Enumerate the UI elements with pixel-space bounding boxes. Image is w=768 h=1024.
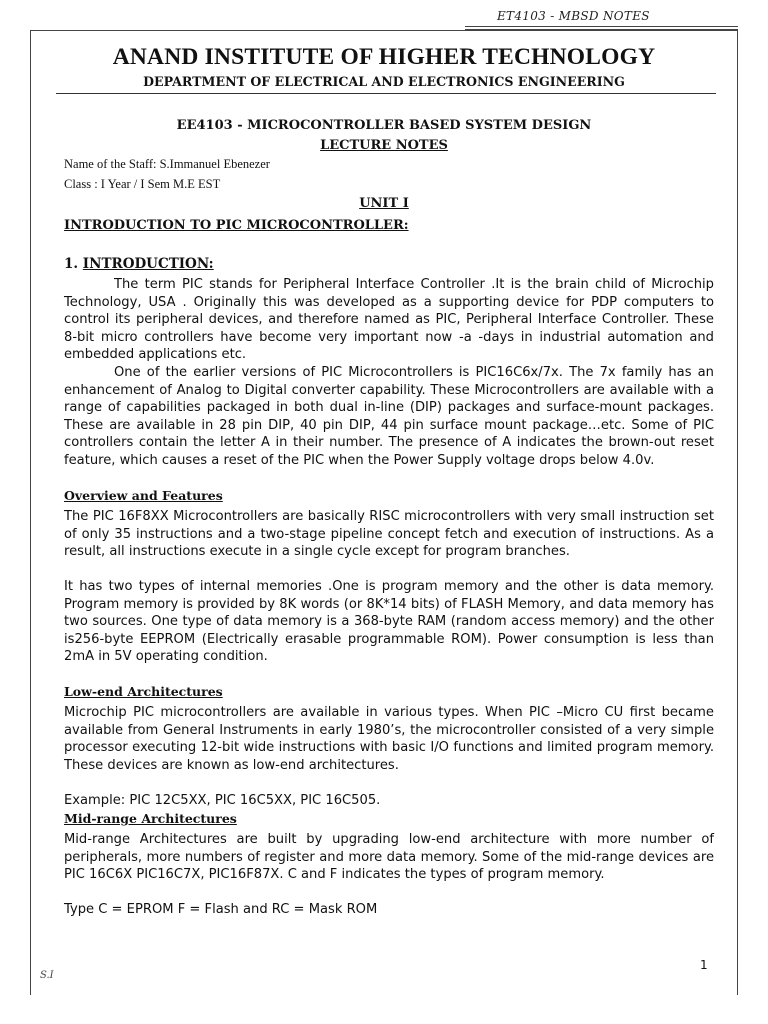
- notes-label: LECTURE NOTES: [320, 138, 448, 153]
- title-divider: [56, 93, 716, 94]
- header-rule: [465, 26, 738, 27]
- overview-paragraph-2: It has two types of internal memories .One is program memory and the other is data memory. Program memory is provided by 8K words (or 8K*14 bits) of FLASH Memory, and data memory has two sources. One type of data memory is a 368-byte RAM (random access memory) and the other is256-byte EEPROM (Electrically erasable programmable ROM). Power consumption is less than 2mA in 5V operating condition.: [64, 579, 714, 664]
- intro-paragraph-1: The term PIC stands for Peripheral Interface Controller .It is the brain child of Microchip Technology, USA . Originally this was developed as a supporting device for PDP computers to control its peripheral devices, and therefore named as PIC, Peripheral Interface Controller. These 8-bit micro controllers have become very important now -a -days in industrial automation and embedded applications etc.: [64, 277, 714, 362]
- low-end-example: Example: PIC 12C5XX, PIC 16C5XX, PIC 16C505.: [64, 793, 381, 808]
- course-title: EE4103 - MICROCONTROLLER BASED SYSTEM DESIGN: [176, 118, 592, 133]
- staff-name: Name of the Staff: S.Immanuel Ebenezer: [64, 157, 270, 171]
- department-name: DEPARTMENT OF ELECTRICAL AND ELECTRONICS ENGINEERING: [143, 74, 625, 89]
- mid-range-heading: Mid-range Architectures: [64, 811, 237, 826]
- unit-title: UNIT I: [359, 196, 409, 211]
- class-info: Class : I Year / I Sem M.E EST: [64, 177, 221, 191]
- footer-initials: S.I: [40, 970, 54, 981]
- section-title: INTRODUCTION:: [82, 256, 214, 272]
- mid-range-paragraph: Mid-range Architectures are built by upgrading low-end architecture with more number of peripherals, more numbers of register and more data memory. Some of the mid-range devices are PIC 16C6X PIC16C7X, PIC16F87X. C and F indicates the types of program memory.: [64, 832, 714, 882]
- overview-paragraph-1: The PIC 16F8XX Microcontrollers are basically RISC microcontrollers with very small instruction set of only 35 instructions and a two-stage pipeline concept fetch and execution of instructions. As a result, all instructions execute in a single cycle except for program branches.: [64, 509, 714, 559]
- running-header: ET4103 - MBSD NOTES: [497, 9, 650, 23]
- chapter-title: INTRODUCTION TO PIC MICROCONTROLLER:: [64, 218, 409, 233]
- low-end-paragraph: Microchip PIC microcontrollers are available in various types. When PIC –Micro CU first became available from General Instruments in early 1980’s, the microcontroller consisted of a very simple processor executing 12-bit wide instructions with basic I/O functions and limited program memory. These devices are known as low-end architectures.: [64, 705, 714, 773]
- overview-heading: Overview and Features: [64, 488, 223, 503]
- institute-name: ANAND INSTITUTE OF HIGHER TECHNOLOGY: [112, 44, 656, 70]
- low-end-heading: Low-end Architectures: [64, 684, 223, 699]
- mid-range-types: Type C = EPROM F = Flash and RC = Mask ROM: [64, 902, 378, 917]
- section-number: 1.: [64, 256, 79, 272]
- section-heading: [64, 256, 214, 272]
- page-number: 1: [700, 958, 708, 972]
- intro-paragraph-2: One of the earlier versions of PIC Microcontrollers is PIC16C6x/7x. The 7x family has an enhancement of Analog to Digital converter capability. These Microcontrollers are available with a range of capabilities packaged in both dual in-line (DIP) packages and surface-mount packages. These are available in 28 pin DIP, 40 pin DIP, 44 pin surface mount package…etc. Some of PIC controllers contain the letter A in their number. The presence of A indicates the brown-out reset feature, which causes a reset of the PIC when the Power Supply voltage drops below 4.0v.: [64, 365, 714, 468]
